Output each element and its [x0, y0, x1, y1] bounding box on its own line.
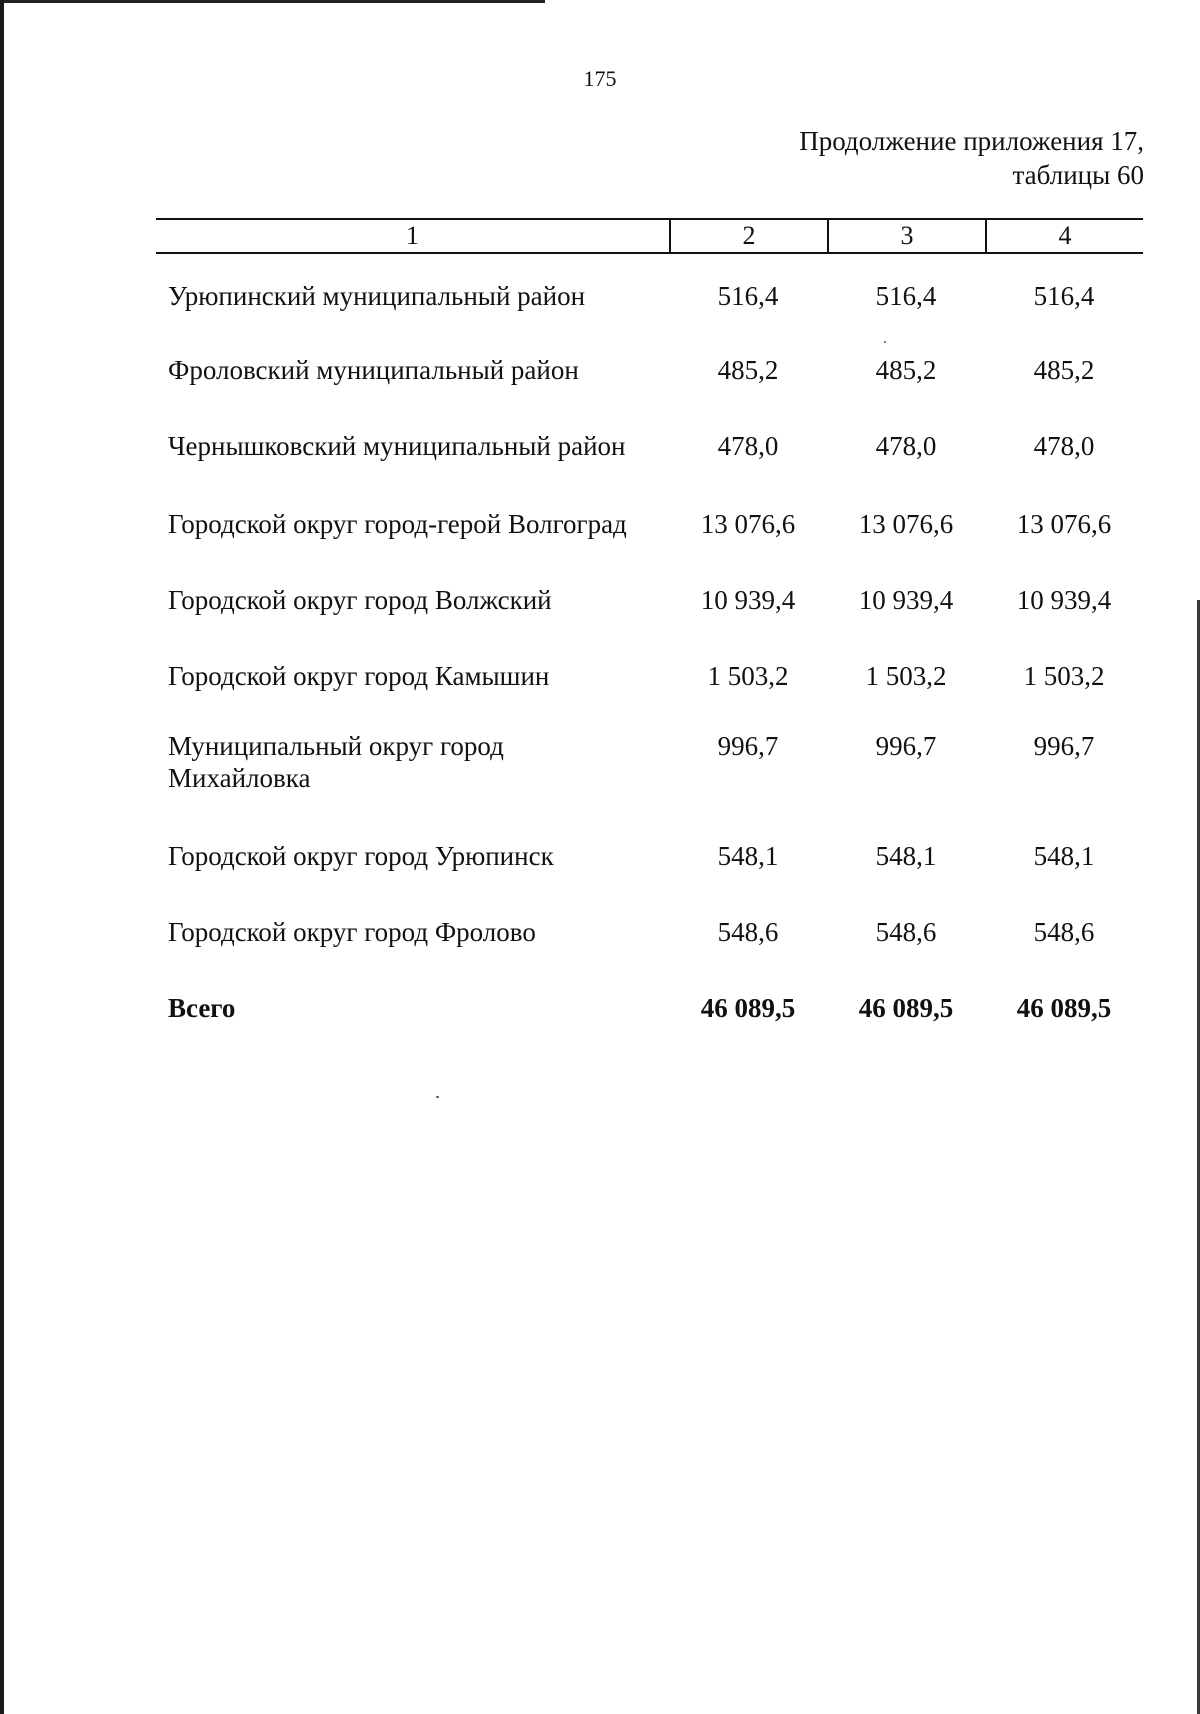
value-col-4: 1 503,2: [1023, 661, 1105, 691]
row-name-line: Муниципальный округ город: [168, 731, 504, 761]
table-row: [156, 840, 1143, 872]
row-name-line: Урюпинский муниципальный район: [168, 281, 586, 311]
table-row: [156, 508, 1143, 540]
row-name-line: Городской округ город Фролово: [168, 917, 536, 947]
value-col-2: 1 503,2: [707, 661, 789, 691]
value-col-2: 548,6: [717, 917, 779, 947]
row-name: [156, 584, 669, 616]
page-number: 175: [583, 66, 617, 91]
row-name: [156, 354, 669, 386]
row-name-line: Городской округ город-герой Волгоград: [168, 509, 627, 539]
table-caption: [799, 124, 1144, 192]
value-col-4: 548,6: [1033, 917, 1095, 947]
value-col-3: 485,2: [875, 355, 937, 385]
value-col-4: 478,0: [1033, 431, 1095, 461]
total-label: Всего: [168, 993, 236, 1023]
table-row: [156, 280, 1143, 312]
header-col-4: 4: [985, 220, 1143, 252]
value-col-2: 996,7: [717, 731, 779, 761]
value-col-2: 548,1: [717, 841, 779, 871]
value-col-3: 996,7: [875, 731, 937, 761]
row-name-line: Городской округ город Волжский: [168, 585, 552, 615]
table-row: [156, 916, 1143, 948]
header-col-2: 2: [669, 220, 827, 252]
caption-line-2: таблицы 60: [1012, 160, 1144, 190]
value-col-4: 485,2: [1033, 355, 1095, 385]
row-name-line: Михайловка: [168, 763, 311, 793]
value-col-4: 13 076,6: [1016, 509, 1112, 539]
value-col-3: 548,1: [875, 841, 937, 871]
value-col-4: 548,1: [1033, 841, 1095, 871]
value-col-3: 478,0: [875, 431, 937, 461]
table-row: [156, 660, 1143, 692]
table-row: [156, 354, 1143, 386]
value-col-2: 13 076,6: [700, 509, 796, 539]
row-name-line: Городской округ город Камышин: [168, 661, 550, 691]
table-row: [156, 584, 1143, 616]
value-col-3: 10 939,4: [858, 585, 954, 615]
table-row: [156, 430, 1143, 462]
header-col-1: 1: [406, 221, 419, 250]
row-name: [156, 508, 669, 540]
value-col-3: 1 503,2: [865, 661, 947, 691]
scan-speck: [436, 1096, 439, 1098]
scan-border-left: [0, 0, 4, 1714]
table-row: [156, 730, 1143, 794]
value-col-4: 996,7: [1033, 731, 1095, 761]
total-col-4: 46 089,5: [1016, 993, 1112, 1023]
value-col-2: 10 939,4: [700, 585, 796, 615]
row-name-line: Фроловский муниципальный район: [168, 355, 579, 385]
row-name: [156, 840, 669, 872]
row-name-line: Городской округ город Урюпинск: [168, 841, 554, 871]
value-col-2: 478,0: [717, 431, 779, 461]
value-col-2: 516,4: [717, 281, 779, 311]
total-col-3: 46 089,5: [858, 993, 954, 1023]
value-col-3: 516,4: [875, 281, 937, 311]
scan-speck: [884, 341, 886, 343]
value-col-3: 548,6: [875, 917, 937, 947]
value-col-3: 13 076,6: [858, 509, 954, 539]
row-name: [156, 730, 669, 794]
scan-border-top: [0, 0, 545, 3]
value-col-4: 10 939,4: [1016, 585, 1112, 615]
caption-line-1: Продолжение приложения 17,: [799, 126, 1144, 156]
value-col-2: 485,2: [717, 355, 779, 385]
row-name: [156, 660, 669, 692]
row-name: [156, 280, 669, 312]
header-col-3: 3: [827, 220, 985, 252]
table-header: [156, 218, 1143, 254]
value-col-4: 516,4: [1033, 281, 1095, 311]
table-total-row: [156, 992, 1143, 1024]
row-name: [156, 916, 669, 948]
total-col-2: 46 089,5: [700, 993, 796, 1023]
row-name-line: Чернышковский муниципальный район: [168, 431, 626, 461]
row-name: [156, 430, 669, 462]
